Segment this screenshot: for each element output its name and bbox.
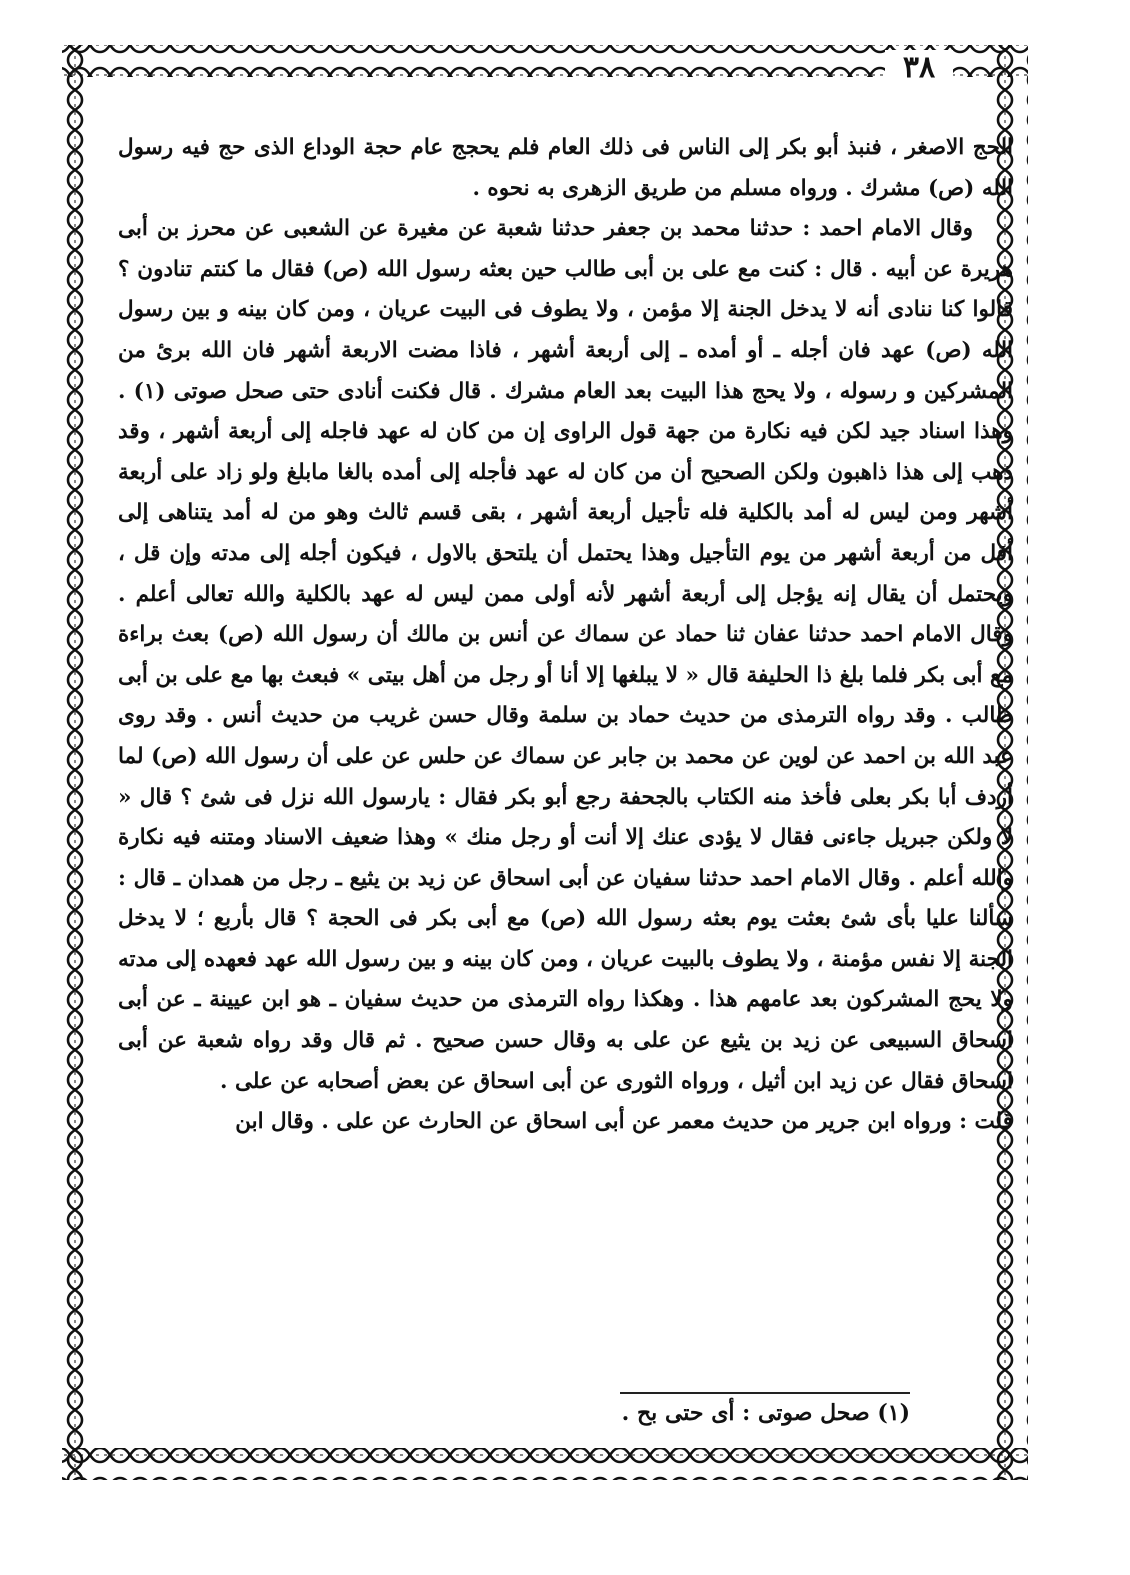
paragraph: وقال الامام احمد : حدثنا محمد بن جعفر حدثنا شعبة عن مغيرة عن الشعبى عن محرز بن أبى هريرة عن أبيه . قال : كنت مع على بن أبى طالب حين بعثه رسول الله (ص) فقال ما كنتم تنادون ؟ قالوا كنا ننادى أنه لا يدخل الجنة إلا مؤمن ، ولا يطوف فى البيت عريان ، ومن كان بينه و بين رسول الله (ص) عهد فان أجله ـ أو أمده ـ إلى أربعة أشهر ، فاذا مضت الاربعة أشهر فان الله برئ من المشركين و رسوله ، ولا يحج هذا البيت بعد العام مشرك . قال فكنت أنادى حتى صحل صوتى (١) . وهذا اسناد جيد لكن فيه نكارة من جهة قول الراوى إن من كان له عهد فاجله إلى أربعة أشهر ، وقد ذهب إلى هذا ذاهبون ولكن الصحيح أن من كان له عهد فأجله إلى أمده بالغا مابلغ ولو زاد على أربعة أشهر ومن ليس له أمد بالكلية فله تأجيل أربعة أشهر ، بقى قسم ثالث وهو من له أمد يتناهى إلى أقل من أربعة أشهر من يوم التأجيل وهذا يحتمل أن يلتحق بالاول ، فيكون أجله إلى مدته وإن قل ، ويحتمل أن يقال إنه يؤجل إلى أربعة أشهر لأنه أولى ممن ليس له عهد بالكلية والله تعالى أعلم . وقال الامام احمد حدثنا عفان ثنا حماد عن سماك عن أنس بن مالك أن رسول الله (ص) بعث براءة مع أبى بكر فلما بلغ ذا الحليفة قال « لا يبلغها إلا أنا أو رجل من أهل بيتى » فبعث بها مع على بن أبى طالب . وقد رواه الترمذى من حديث حماد بن سلمة وقال حسن غريب من حديث أنس . وقد روى عبد الله بن احمد عن لوين عن محمد بن جابر عن سماك عن حلس عن على أن رسول الله (ص) لما أردف أبا بكر بعلى فأخذ منه الكتاب بالجحفة رجع أبو بكر فقال : يارسول الله نزل فى شئ ؟ قال « لا ولكن جبريل جاءنى فقال لا يؤدى عنك إلا أنت أو رجل منك » وهذا ضعيف الاسناد ومتنه فيه نكارة والله أعلم . وقال الامام احمد حدثنا سفيان عن أبى اسحاق عن زيد بن يثيع ـ رجل من همدان ـ قال : سألنا عليا بأى شئ بعثت يوم بعثه رسول الله (ص) مع أبى بكر فى الحجة ؟ قال بأربع ؛ لا يدخل الجنة إلا نفس مؤمنة ، ولا يطوف بالبيت عريان ، ومن كان بينه و بين رسول الله عهد فعهده إلى مدته ولا يحج المشركون بعد عامهم هذا . وهكذا رواه الترمذى من حديث سفيان ـ هو ابن عيينة ـ عن أبى اسحاق السبيعى عن زيد بن يثيع عن على به وقال حسن صحيح . ثم قال وقد رواه شعبة عن أبى اسحاق فقال عن زيد ابن أثيل ، ورواه الثورى عن أبى اسحاق عن بعض أصحابه عن على . [118,216,1013,1094]
paragraph: الحج الاصغر ، فنبذ أبو بكر إلى الناس فى ذلك العام فلم يحجج عام حجة الوداع الذى حج فيه رسول الله (ص) مشرك . ورواه مسلم من طريق الزهرى به نحوه . [118,135,1013,201]
footnote: (١) صحل صوتى : أى حتى بح . [621,1400,910,1426]
main-text [118,128,1013,1143]
paragraph: قلت : ورواه ابن جرير من حديث معمر عن أبى اسحاق عن الحارث عن على . وقال ابن [235,1109,1013,1135]
footnote-divider [620,1392,910,1394]
page-number: ٣٨ [885,50,953,85]
